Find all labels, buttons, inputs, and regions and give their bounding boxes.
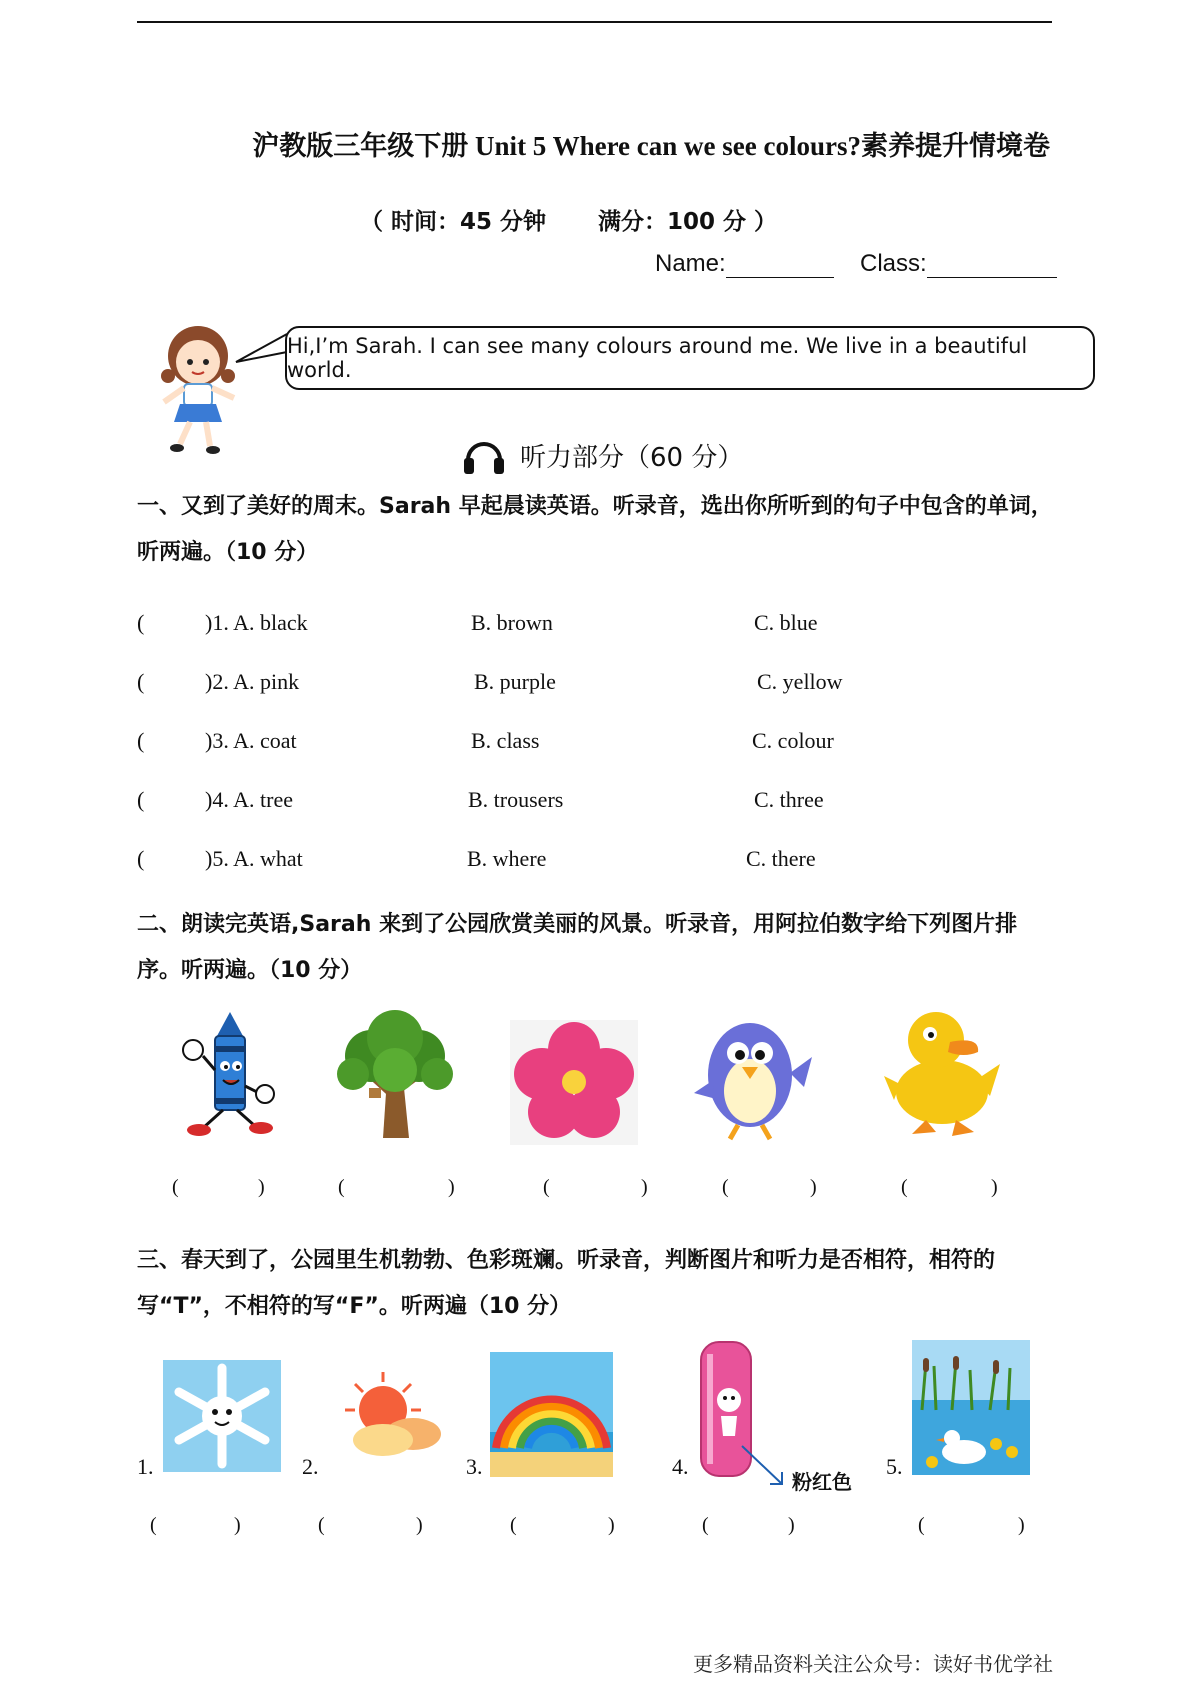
- class-field[interactable]: [860, 250, 1057, 278]
- s2-paren-open-4: (: [722, 1176, 729, 1198]
- q4-paren[interactable]: (: [137, 787, 145, 812]
- section1-heading: 一、又到了美好的周末。Sarah 早起晨读英语。听录音，选出你所听到的句子中包含的单词，听两遍。（10 分）: [137, 494, 1053, 565]
- s3-paren-close-2: ): [416, 1514, 423, 1536]
- q2-paren[interactable]: (: [137, 669, 145, 694]
- rainbow-icon: [490, 1352, 613, 1477]
- q5-option-a: )5. A. what: [205, 846, 303, 871]
- pointer-arrow-icon: [740, 1444, 790, 1490]
- listening-title: 听力部分（60 分）: [520, 442, 744, 473]
- s3-number-5: 5.: [886, 1454, 903, 1479]
- footer-note: 更多精品资料关注公众号：读好书优学社: [693, 1652, 1053, 1676]
- s2-paren-open-5: (: [901, 1176, 908, 1198]
- q2-option-b: B. purple: [474, 669, 556, 694]
- s3-paren-open-4: (: [702, 1514, 709, 1536]
- exam-score: 满分：100 分 ）: [598, 209, 778, 235]
- q3-option-a: )3. A. coat: [205, 728, 297, 753]
- q5-option-c: C. there: [746, 846, 816, 871]
- speech-bubble: Hi,I’m Sarah. I can see many colours around me. We live in a beautiful world.: [285, 326, 1095, 390]
- q2-option-c: C. yellow: [757, 669, 843, 694]
- q4-option-a: )4. A. tree: [205, 787, 293, 812]
- s3-paren-close-3: ): [608, 1514, 615, 1536]
- pond-ducks-icon: [912, 1340, 1030, 1475]
- q5-option-b: B. where: [467, 846, 547, 871]
- q2-option-a: )2. A. pink: [205, 669, 300, 694]
- tree-icon: [333, 1008, 458, 1143]
- name-field[interactable]: [655, 250, 834, 278]
- s2-paren-close-4: ): [810, 1176, 817, 1198]
- s3-paren-open-2: (: [318, 1514, 325, 1536]
- s2-paren-open-2: (: [338, 1176, 345, 1198]
- s2-paren-close-3: ): [641, 1176, 648, 1198]
- name-label: Name:: [655, 250, 726, 277]
- headphones-icon: [462, 434, 506, 476]
- pink-label: 粉红色: [792, 1470, 852, 1494]
- s3-number-3: 3.: [466, 1454, 483, 1479]
- s3-paren-open-1: (: [150, 1514, 157, 1536]
- q3-paren[interactable]: (: [137, 728, 145, 753]
- s2-paren-close-1: ): [258, 1176, 265, 1198]
- s2-paren-open-3: (: [543, 1176, 550, 1198]
- section2-heading: 二、朗读完英语,Sarah 来到了公园欣赏美丽的风景。听录音，用阿拉伯数字给下列图片排序。听两遍。（10 分）: [137, 912, 1018, 983]
- exam-time: （ 时间：45 分钟: [360, 209, 547, 235]
- class-label: Class:: [860, 250, 927, 277]
- s3-paren-open-5: (: [918, 1514, 925, 1536]
- q3-option-c: C. colour: [752, 728, 834, 753]
- q1-option-b: B. brown: [471, 610, 553, 635]
- flower-icon: [510, 1020, 638, 1145]
- class-blank[interactable]: [927, 255, 1057, 278]
- q1-paren[interactable]: (: [137, 610, 145, 635]
- name-blank[interactable]: [726, 255, 834, 278]
- q1-option-a: )1. A. black: [205, 610, 308, 635]
- listening-heading: [462, 434, 743, 476]
- s3-paren-close-4: ): [788, 1514, 795, 1536]
- s3-paren-close-1: ): [234, 1514, 241, 1536]
- s3-paren-open-3: (: [510, 1514, 517, 1536]
- s2-paren-close-5: ): [991, 1176, 998, 1198]
- s3-number-1: 1.: [137, 1454, 154, 1479]
- s2-paren-open-1: (: [172, 1176, 179, 1198]
- q3-option-b: B. class: [471, 728, 540, 753]
- s2-paren-close-2: ): [448, 1176, 455, 1198]
- q5-paren[interactable]: (: [137, 846, 145, 871]
- top-rule: [137, 21, 1052, 23]
- duck-icon: [880, 1000, 1005, 1140]
- q4-option-b: B. trousers: [468, 787, 564, 812]
- page-title: 沪教版三年级下册 Unit 5 Where can we see colours?素养提升情境卷: [252, 131, 1050, 161]
- s3-number-4: 4.: [672, 1454, 689, 1479]
- sun-icon: [343, 1370, 448, 1465]
- snowflake-icon: [163, 1360, 281, 1472]
- bird-icon: [690, 1003, 815, 1143]
- q1-option-c: C. blue: [754, 610, 818, 635]
- section3-heading: 三、春天到了，公园里生机勃勃、色彩斑斓。听录音，判断图片和听力是否相符，相符的写“T”，不相符的写“F”。听两遍（10 分）: [137, 1248, 996, 1319]
- crayon-icon: [175, 1010, 285, 1140]
- s3-paren-close-5: ): [1018, 1514, 1025, 1536]
- q4-option-c: C. three: [754, 787, 824, 812]
- s3-number-2: 2.: [302, 1454, 319, 1479]
